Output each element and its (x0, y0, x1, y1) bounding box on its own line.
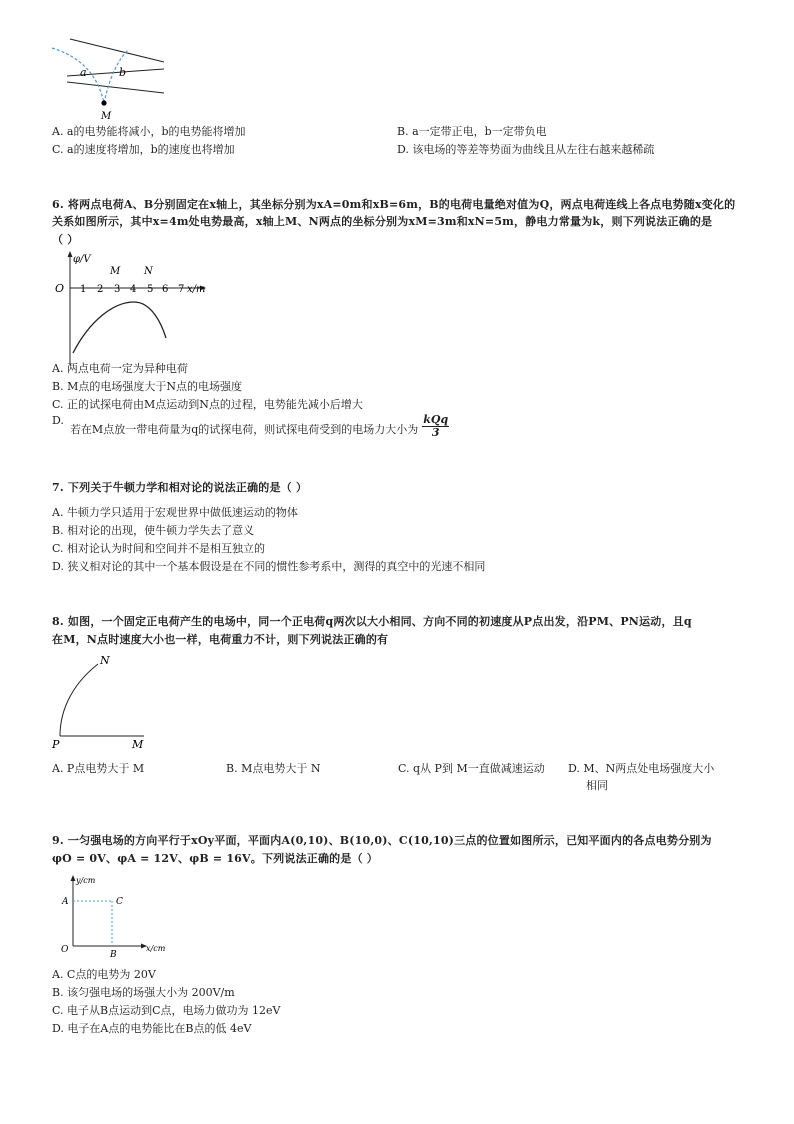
q8-stem-line2: 在M，N点时速度大小也一样，电荷重力不计，则下列说法正确的有 (52, 633, 389, 646)
q6-fig-y-label: φ/V (73, 254, 91, 265)
q9-option-d: D. 电子在A点的电势能比在B点的低 4eV (52, 1022, 252, 1035)
q8-option-a: A. P点电势大于 M (52, 762, 145, 775)
q9-stem-line1: 9. 一匀强电场的方向平行于xOy平面，平面内A(0,10)、B(10,0)、C(10,10)三点的位置如图所示，已知平面内的各点电势分别为 (52, 834, 712, 847)
q9-option-b: B. 该匀强电场的场强大小为 200V/m (52, 986, 235, 999)
q8-figure (50, 652, 160, 752)
q9-fig-label-a: A (62, 897, 69, 907)
q6-fig-label-m: M (110, 266, 121, 277)
q8-fig-label-p: P (52, 738, 60, 751)
q9-fig-origin: O (61, 945, 69, 955)
q6-fig-tick-6: 6 (162, 284, 169, 295)
q6-fig-tick-3: 3 (114, 284, 121, 295)
q6-option-d-fraction (422, 414, 449, 439)
q8-option-c: C. q从 P到 M一直做减速运动 (398, 762, 545, 775)
q7-stem: 7. 下列关于牛顿力学和相对论的说法正确的是（ ） (52, 481, 308, 494)
q6-option-d-text: 若在M点放一带电荷量为q的试探电荷，则试探电荷受到的电场力大小为 (69, 422, 419, 436)
q9-fig-y-label: y/cm (76, 876, 96, 885)
fig5-label-a: a (80, 66, 87, 79)
q6-paren: （ ） (52, 233, 79, 246)
q6-stem-line1: 6. 将两点电荷A、B分别固定在x轴上，其坐标分别为xA=0m和xB=6m，B的电荷电量绝对值为Q，两点电荷连线上各点电势随x变化的 (52, 198, 736, 211)
q6-figure (52, 250, 222, 370)
q9-option-a: A. C点的电势为 20V (52, 968, 156, 981)
q6-option-c: C. 正的试探电荷由M点运动到N点的过程，电势能先减小后增大 (52, 398, 363, 411)
q8-option-d-line2: 相同 (586, 779, 608, 792)
q8-stem-line1: 8. 如图，一个固定正电荷产生的电场中，同一个正电荷q两次以大小相同、方向不同的初速度从P点出发，沿PM、PN运动，且q (52, 615, 692, 628)
q8-fig-label-n: N (100, 654, 110, 667)
q7-option-c: C. 相对论认为时间和空间并不是相互独立的 (52, 542, 266, 555)
q9-stem-line2: φO = 0V、φA = 12V、φB = 16V。下列说法正确的是（ ） (52, 852, 379, 865)
q6-fig-origin: O (55, 282, 65, 295)
q6-option-b: B. M点的电场强度大于N点的电场强度 (52, 380, 242, 393)
q7-option-b: B. 相对论的出现，使牛顿力学失去了意义 (52, 524, 255, 537)
q5-option-a: A. a的电势能将减小，b的电势能将增加 (52, 125, 246, 138)
q6-option-d-numerator: kQq (423, 413, 449, 426)
q5-option-d: D. 该电场的等差等势面为曲线且从左往右越来越稀疏 (397, 143, 655, 156)
q7-option-a: A. 牛顿力学只适用于宏观世界中做低速运动的物体 (52, 506, 298, 519)
q6-fig-label-n: N (144, 266, 153, 277)
fig5-label-m: M (101, 111, 112, 122)
q7-option-d: D. 狭义相对论的其中一个基本假设是在不同的惯性参考系中，测得的真空中的光速不相同 (52, 560, 486, 573)
q9-option-c: C. 电子从B点运动到C点，电场力做功为 12eV (52, 1004, 281, 1017)
q5-option-b: B. a一定带正电，b一定带负电 (397, 125, 547, 138)
q8-option-b: B. M点电势大于 N (226, 762, 321, 775)
q6-option-d-denominator: 3 (431, 426, 440, 439)
q6-option-d (52, 414, 449, 439)
q6-fig-tick-7: 7 (178, 284, 185, 295)
q9-figure (58, 872, 178, 960)
q9-fig-x-label: x/cm (146, 944, 166, 953)
q5-figure (50, 36, 170, 122)
q6-option-d-prefix: D. (52, 414, 64, 427)
q5-option-c: C. a的速度将增加，b的速度也将增加 (52, 143, 235, 156)
fig5-label-b: b (119, 66, 127, 79)
q6-fig-tick-1: 1 (80, 284, 87, 295)
q6-fig-tick-4: 4 (130, 284, 137, 295)
q8-option-d-line1: D. M、N两点处电场强度大小 (568, 762, 715, 775)
q9-fig-label-c: C (116, 897, 123, 907)
q6-option-a: A. 两点电荷一定为异种电荷 (52, 362, 188, 375)
q9-fig-label-b: B (110, 950, 117, 960)
q6-fig-tick-2: 2 (97, 284, 104, 295)
q6-fig-tick-5: 5 (147, 284, 154, 295)
q8-fig-label-m: M (132, 738, 144, 751)
q6-fig-x-label: x/m (187, 284, 206, 295)
q6-stem-line2: 关系如图所示，其中x=4m处电势最高，x轴上M、N两点的坐标分别为xM=3m和xN=5m，静电力常量为k，则下列说法正确的是 (52, 215, 713, 228)
